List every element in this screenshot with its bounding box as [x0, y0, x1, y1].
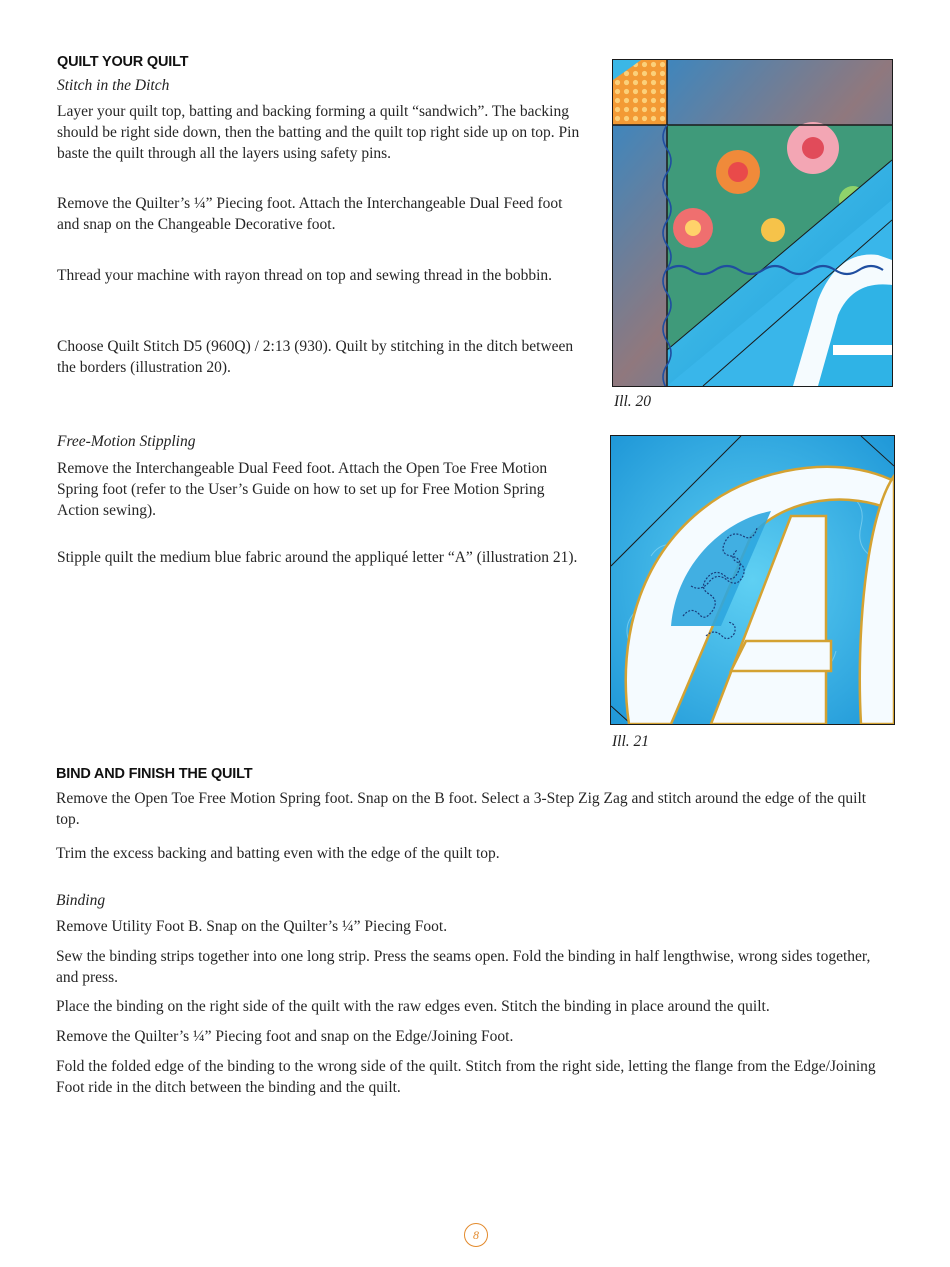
paragraph: Stipple quilt the medium blue fabric around the appliqué letter “A” (illustration 21). [57, 549, 578, 566]
illustration-21 [610, 435, 895, 725]
paragraph: Sew the binding strips together into one long strip. Press the seams open. Fold the binding in half lengthwise, wrong sides together, and press. [56, 948, 871, 986]
paragraph: Place the binding on the right side of the quilt with the raw edges even. Stitch the binding in place around the quilt. [56, 998, 770, 1015]
paragraph: Remove the Interchangeable Dual Feed foot. Attach the Open Toe Free Motion Spring foot (refer to the User’s Guide on how to set up for Free Motion Spring Action sewing). [57, 460, 548, 519]
caption-ill-20: Ill. 20 [614, 393, 652, 410]
paragraph: Thread your machine with rayon thread on top and sewing thread in the bobbin. [57, 267, 553, 284]
subheading-stitch-in-the-ditch: Stitch in the Ditch [57, 77, 170, 94]
section-heading-quilt-your-quilt: QUILT YOUR QUILT [57, 54, 189, 70]
paragraph: Layer your quilt top, batting and backing forming a quilt “sandwich”. The backing should be right side down, then the batting and the quilt top right side up on top. Pin baste the quilt through all the layers using safety pins. [57, 103, 580, 162]
page-number: 8 [464, 1223, 488, 1247]
paragraph: Remove Utility Foot B. Snap on the Quilter’s ¼” Piecing Foot. [56, 918, 448, 935]
section-heading-bind-and-finish: BIND AND FINISH THE QUILT [56, 766, 253, 782]
caption-ill-21: Ill. 21 [612, 733, 650, 750]
paragraph: Trim the excess backing and batting even with the edge of the quilt top. [56, 845, 500, 862]
paragraph: Choose Quilt Stitch D5 (960Q) / 2:13 (930). Quilt by stitching in the ditch between the borders (illustration 20). [57, 338, 574, 376]
paragraph: Remove the Open Toe Free Motion Spring foot. Snap on the B foot. Select a 3-Step Zig Zag and stitch around the edge of the quilt top. [56, 790, 867, 828]
paragraph: Remove the Quilter’s ¼” Piecing foot and snap on the Edge/Joining Foot. [56, 1028, 514, 1045]
subheading-free-motion-stippling: Free-Motion Stippling [57, 433, 196, 450]
illustration-20 [612, 59, 893, 387]
paragraph: Remove the Quilter’s ¼” Piecing foot. Attach the Interchangeable Dual Feed foot and snap on the Changeable Decorative foot. [57, 195, 563, 233]
paragraph: Fold the folded edge of the binding to the wrong side of the quilt. Stitch from the right side, letting the flange from the Edge/Joining Foot ride in the ditch between the binding and the quilt. [56, 1058, 876, 1096]
subheading-binding: Binding [56, 892, 106, 909]
